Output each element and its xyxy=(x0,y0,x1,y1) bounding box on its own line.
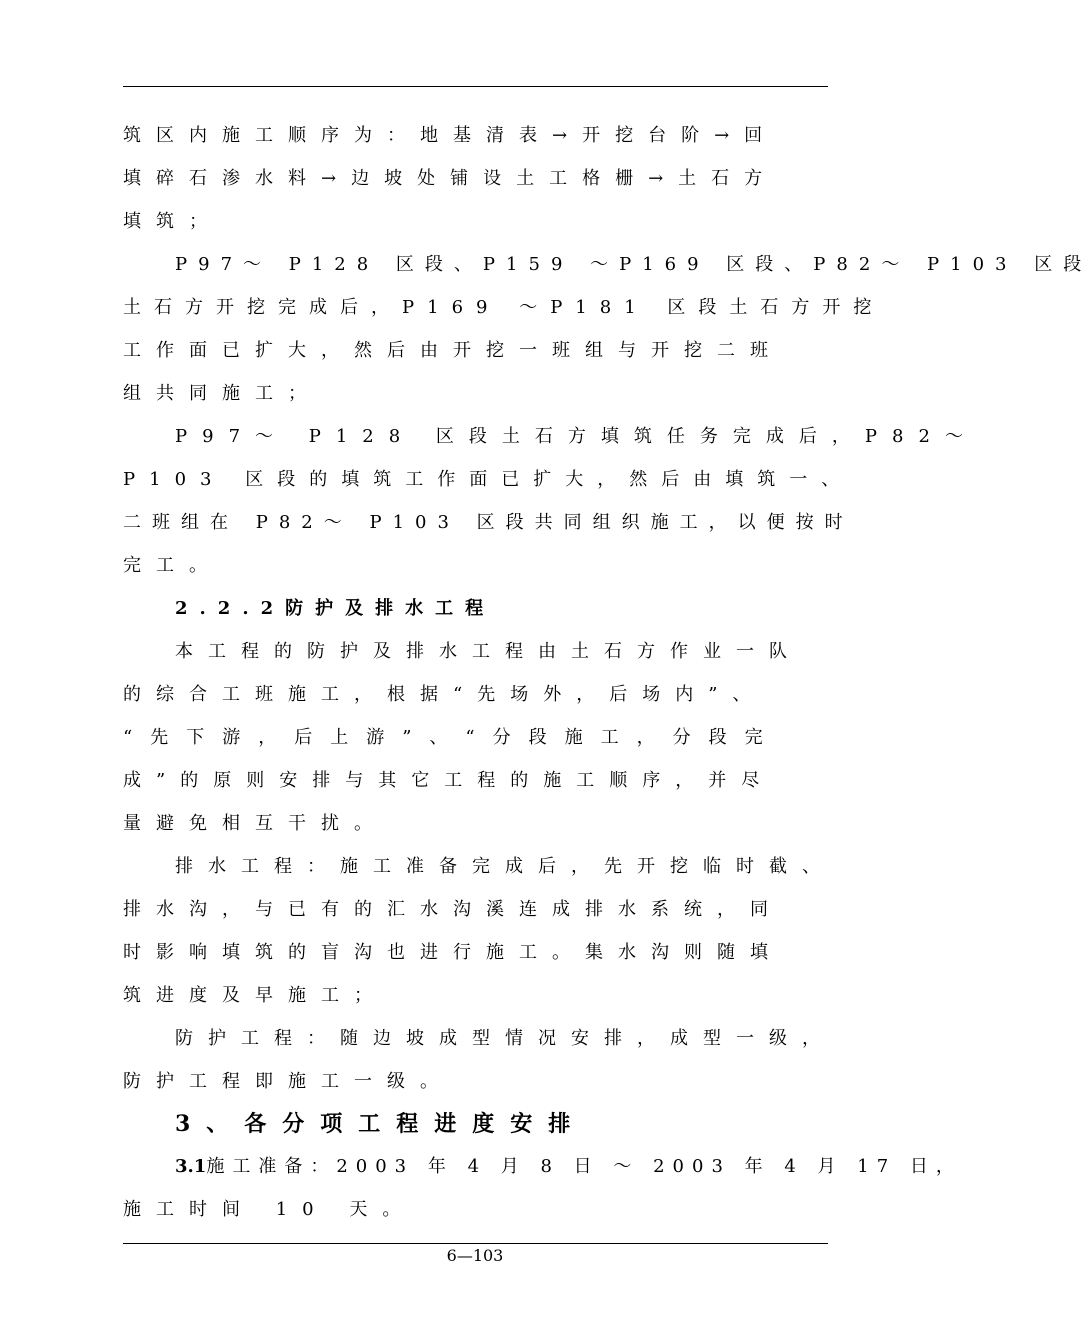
paragraph-line: 排水工程：施工准备完成后，先开挖临时截、 xyxy=(175,856,835,877)
paragraph-line: 土石方开挖完成后，P169 ～P181 区段土石方开挖 xyxy=(123,297,885,318)
paragraph-line: 筑区内施工顺序为：地基清表→开挖台阶→回 xyxy=(123,125,778,146)
paragraph-line: 完工。 xyxy=(123,555,222,576)
paragraph-line: 组共同施工； xyxy=(123,383,321,404)
paragraph-line: 本工程的防护及排水工程由土石方作业一队 xyxy=(175,641,802,662)
paragraph-line: 防护工程：随边坡成型情况安排，成型一级， xyxy=(175,1028,835,1049)
paragraph-line: 二班组在 P82～ P103 区段共同组织施工，以便按时 xyxy=(123,512,854,533)
header-rule xyxy=(123,86,828,87)
paragraph-line: 的综合工班施工，根据“先场外，后场内”、 xyxy=(123,684,766,705)
paragraph-line: 成”的原则安排与其它工程的施工顺序，并尽 xyxy=(123,770,775,791)
page-number: 6—103 xyxy=(446,1246,504,1265)
subsection-3-1-text: 施工准备：2003 年 4 月 8 日 ～ 2003 年 4 月 17 日， xyxy=(206,1156,962,1177)
paragraph-line: 填碎石渗水料→边坡处铺设土工格栅→土石方 xyxy=(123,168,778,189)
paragraph-line: 填筑； xyxy=(123,211,222,232)
paragraph-line: P103 区段的填筑工作面已扩大，然后由填筑一、 xyxy=(123,469,854,490)
paragraph-line: “先下游，后上游”、“分段施工，分段完 xyxy=(123,727,781,748)
paragraph-line: 工作面已扩大，然后由开挖一班组与开挖二班 xyxy=(123,340,783,361)
paragraph-line: P97～ P128 区段、P159 ～P169 区段、P82～ P103 区段 xyxy=(175,254,1092,275)
heading-2-2-2: 2.2.2防护及排水工程 xyxy=(175,598,496,619)
paragraph-line: 施工时间 10 天。 xyxy=(123,1199,416,1220)
paragraph-line: 防护工程即施工一级。 xyxy=(123,1071,453,1092)
paragraph-line: 时影响填筑的盲沟也进行施工。集水沟则随填 xyxy=(123,942,783,963)
paragraph-line: 量避免相互干扰。 xyxy=(123,813,387,834)
paragraph-line: 排水沟，与已有的汇水沟溪连成排水系统，同 xyxy=(123,899,783,920)
paragraph-line: P97～ P128 区段土石方填筑任务完成后，P82～ xyxy=(175,426,978,447)
subsection-3-1-number: 3.1 xyxy=(175,1156,207,1177)
footer-rule xyxy=(123,1243,828,1244)
subsection-3-1-line xyxy=(175,1155,962,1179)
paragraph-line: 筑进度及早施工； xyxy=(123,985,387,1006)
section-3-heading: 3、各分项工程进度安排 xyxy=(175,1111,587,1137)
